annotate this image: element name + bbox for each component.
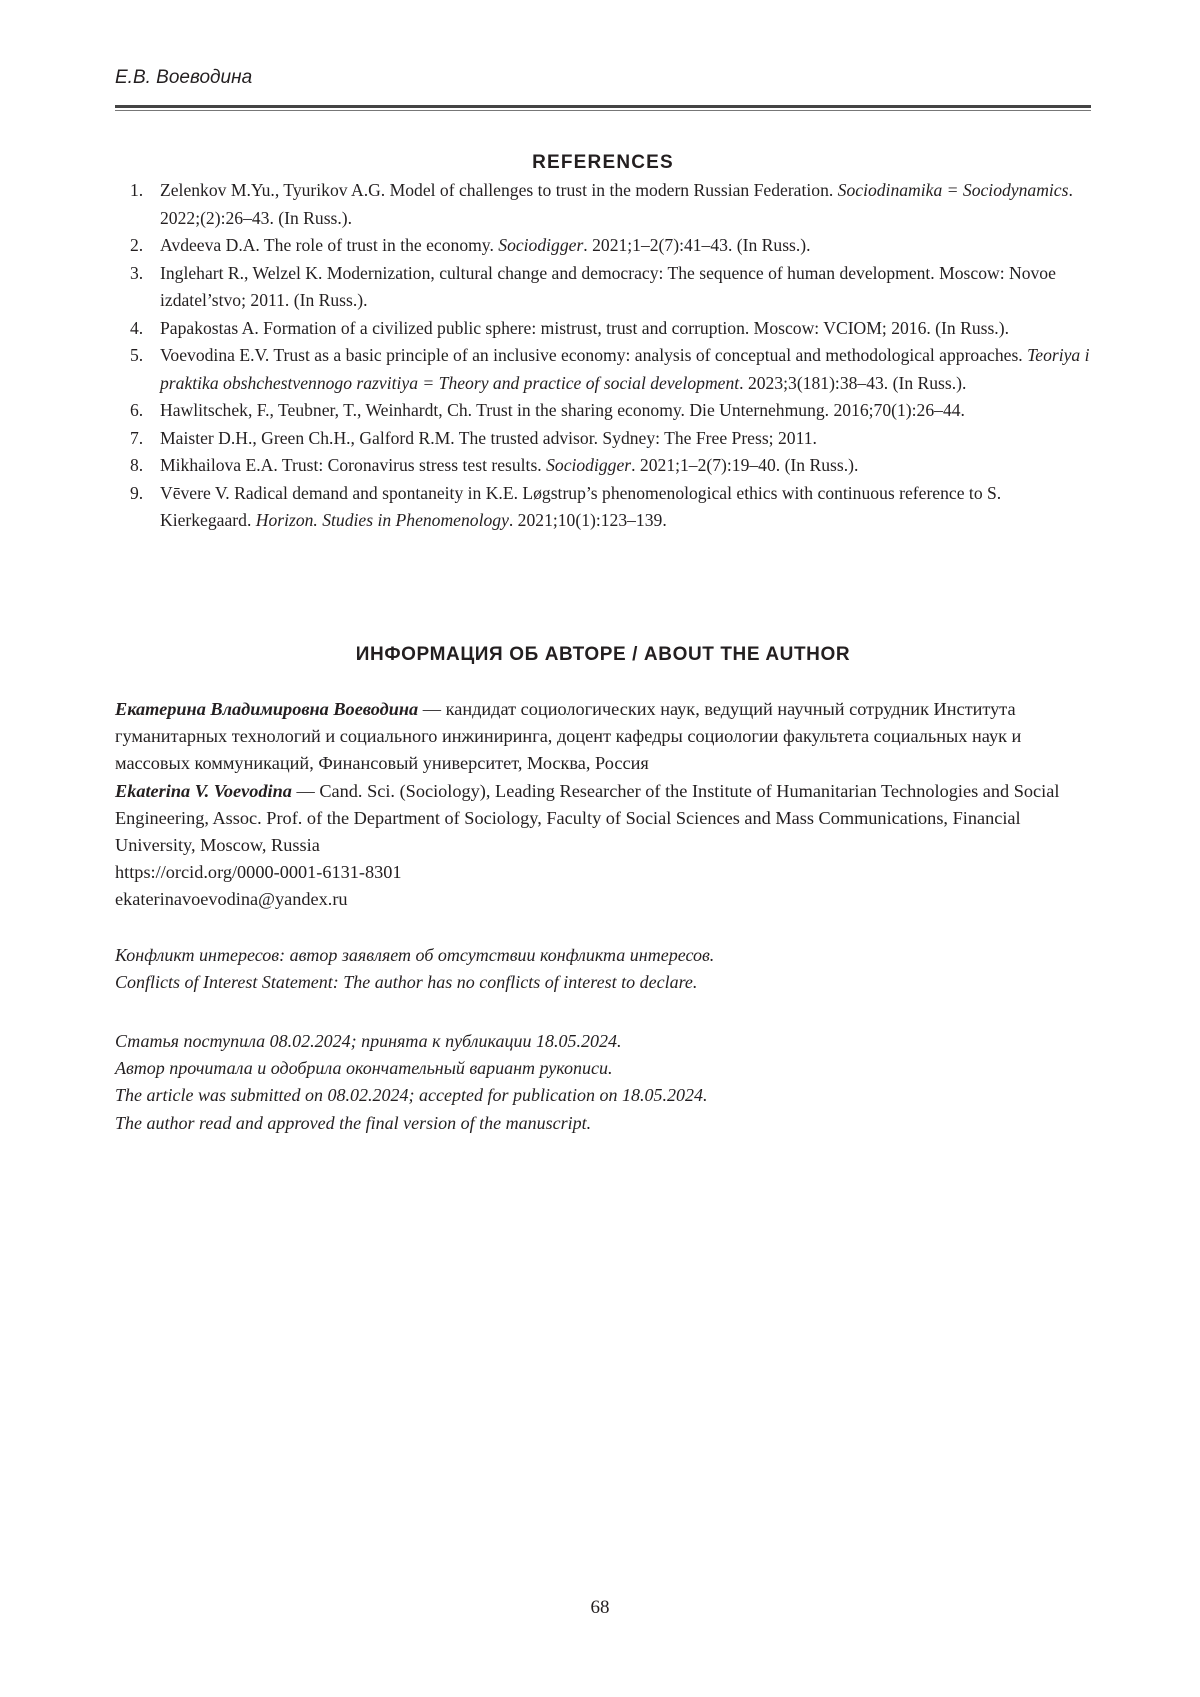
reference-text: Maister D.H., Green Ch.H., Galford R.M. The trusted advisor. Sydney: The Free Press; 2011. <box>160 428 817 448</box>
dates-en-submitted: The article was submitted on 08.02.2024; accepted for publication on 18.05.2024. <box>115 1082 1096 1109</box>
author-affiliation-ru: — кандидат социологических наук, ведущий научный сотрудник Института гуманитарных технологий и социального инжиниринга, доцент кафедры социологии факультета социальных наук и массовых коммуникаций, Финансовый университет, Москва, Россия <box>115 699 1021 773</box>
reference-text: Mikhailova E.A. Trust: Coronavirus stress test results. <box>160 455 546 475</box>
reference-number: 3. <box>130 260 143 288</box>
author-ru <box>115 696 1096 778</box>
reference-item <box>130 232 1096 260</box>
author-name-ru: Екатерина Владимировна Воеводина <box>115 699 418 719</box>
about-author-heading: ИНФОРМАЦИЯ ОБ АВТОРЕ / ABOUT THE AUTHOR <box>115 644 1091 666</box>
reference-item <box>130 260 1096 315</box>
references-list <box>130 177 1096 535</box>
reference-text: Zelenkov M.Yu., Tyurikov A.G. Model of challenges to trust in the modern Russian Federation. <box>160 180 838 200</box>
author-en <box>115 778 1096 860</box>
author-affiliation-en: — Cand. Sci. (Sociology), Leading Researcher of the Institute of Humanitarian Technologies and Social Engineering, Assoc. Prof. of the Department of Sociology, Faculty of Social Sciences and Mass Communications, Financial University, Moscow, Russia <box>115 781 1059 855</box>
reference-number: 1. <box>130 177 143 205</box>
conflict-en: Conflicts of Interest Statement: The author has no conflicts of interest to declare. <box>115 969 1096 996</box>
running-head: Е.В. Воеводина <box>115 67 252 89</box>
reference-item <box>130 177 1096 232</box>
reference-source-title: Sociodigger <box>546 455 631 475</box>
article-dates <box>115 1028 1096 1137</box>
reference-number: 6. <box>130 397 143 425</box>
reference-item <box>130 397 1096 425</box>
reference-text: Hawlitschek, F., Teubner, T., Weinhardt, Ch. Trust in the sharing economy. Die Unternehmung. 2016;70(1):26–44. <box>160 400 965 420</box>
reference-source-title: Horizon. Studies in Phenomenology <box>256 510 509 530</box>
dates-ru-submitted: Статья поступила 08.02.2024; принята к публикации 18.05.2024. <box>115 1028 1096 1055</box>
reference-number: 5. <box>130 342 143 370</box>
author-info <box>115 696 1096 914</box>
reference-item <box>130 315 1096 343</box>
reference-text: . 2021;1–2(7):19–40. (In Russ.). <box>631 455 858 475</box>
conflict-statement <box>115 942 1096 996</box>
conflict-ru: Конфликт интересов: автор заявляет об отсутствии конфликта интересов. <box>115 942 1096 969</box>
reference-text: Avdeeva D.A. The role of trust in the economy. <box>160 235 498 255</box>
reference-item <box>130 480 1096 535</box>
reference-source-title: Teoriya i praktika obshchestvennogo razvitiya = Theory and practice of social development <box>160 345 1090 393</box>
dates-ru-approved: Автор прочитала и одобрила окончательный вариант рукописи. <box>115 1055 1096 1082</box>
reference-item <box>130 425 1096 453</box>
reference-number: 9. <box>130 480 143 508</box>
reference-number: 4. <box>130 315 143 343</box>
reference-item <box>130 452 1096 480</box>
reference-text: Papakostas A. Formation of a civilized public sphere: mistrust, trust and corruption. Moscow: VCIOM; 2016. (In Russ.). <box>160 318 1009 338</box>
author-name-en: Ekaterina V. Voevodina <box>115 781 292 801</box>
reference-text: . 2022;(2):26–43. (In Russ.). <box>160 180 1073 228</box>
author-email-link[interactable]: ekaterinavoevodina@yandex.ru <box>115 886 1096 913</box>
reference-item <box>130 342 1096 397</box>
reference-source-title: Sociodigger <box>498 235 583 255</box>
reference-number: 2. <box>130 232 143 260</box>
references-heading: REFERENCES <box>115 152 1091 174</box>
header-rule-thin <box>115 110 1091 111</box>
reference-text: Vēvere V. Radical demand and spontaneity in K.E. Løgstrup’s phenomenological ethics with continuous reference to S. Kierkegaard. <box>160 483 1001 531</box>
reference-number: 8. <box>130 452 143 480</box>
author-orcid-link[interactable]: https://orcid.org/0000-0001-6131-8301 <box>115 859 1096 886</box>
page-number: 68 <box>0 1597 1200 1619</box>
reference-text: Voevodina E.V. Trust as a basic principle of an inclusive economy: analysis of conceptual and methodological approaches. <box>160 345 1027 365</box>
reference-text: . 2023;3(181):38–43. (In Russ.). <box>739 373 966 393</box>
reference-number: 7. <box>130 425 143 453</box>
reference-text: . 2021;1–2(7):41–43. (In Russ.). <box>583 235 810 255</box>
dates-en-approved: The author read and approved the final version of the manuscript. <box>115 1110 1096 1137</box>
reference-text: Inglehart R., Welzel K. Modernization, cultural change and democracy: The sequence of human development. Moscow: Novoe izdatel’stvo; 2011. (In Russ.). <box>160 263 1056 311</box>
reference-text: . 2021;10(1):123–139. <box>509 510 667 530</box>
reference-source-title: Sociodinamika = Sociodynamics <box>838 180 1069 200</box>
header-rule <box>115 105 1091 108</box>
